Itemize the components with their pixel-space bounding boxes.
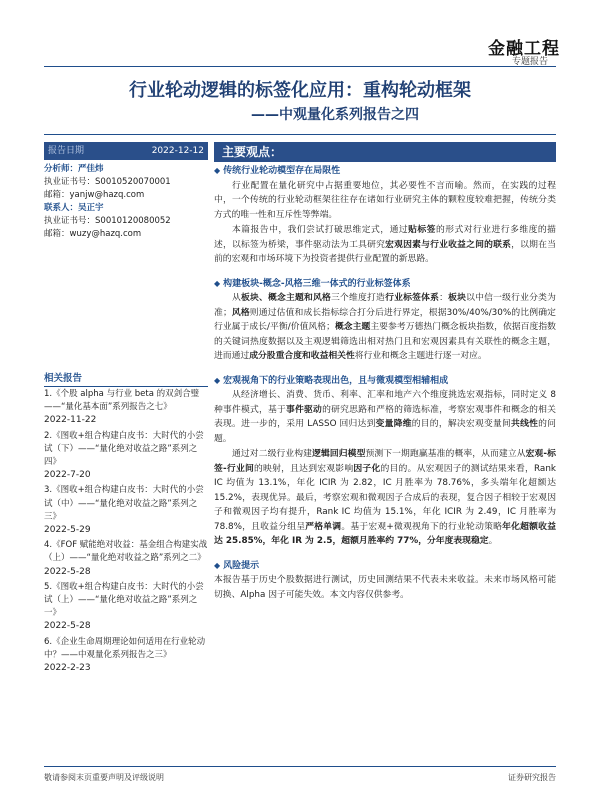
diamond-bullet-icon: ◆: [214, 166, 221, 175]
email-label: 邮箱：: [44, 190, 70, 200]
emphasis-text: 逻辑回归模型: [312, 449, 366, 459]
section-paragraph: [214, 388, 556, 446]
diamond-bullet-icon: ◆: [214, 375, 221, 385]
body-text: 通过对二级行业构建: [232, 449, 313, 459]
related-report-title: 2.《图收+组合构建白皮书：大时代的小尝试（下）——“量化绝对收益之路”系列之四》: [44, 430, 204, 468]
diamond-bullet-icon: ◆: [214, 560, 221, 570]
related-report-item[interactable]: [44, 636, 208, 676]
related-report-title: 5.《图收+组合构建白皮书：大时代的小尝试（上）——“量化绝对收益之路”系列之一》: [44, 581, 204, 619]
related-report-title: 4.《FOF 赋能绝对收益：基金组合构建实战（上）——“量化绝对收益之路”系列之二》: [44, 540, 208, 564]
body-text: 本篇报告中，我们尝试打破思维定式，通过: [232, 225, 409, 235]
body-text: 预测下一期跑赢基准的概率，从而建立从: [365, 449, 526, 459]
body-text: 以中信一级行业分类为准；: [214, 293, 556, 318]
key-points-body: [214, 164, 556, 603]
emphasis-text: 共线性: [511, 419, 539, 429]
analyst-name: 严佳炜: [78, 164, 104, 174]
email-label: 邮箱：: [44, 229, 70, 239]
section-paragraph: [214, 179, 556, 223]
date-label: 报告日期: [48, 145, 85, 156]
section-heading: [214, 374, 556, 389]
related-report-item[interactable]: [44, 539, 208, 579]
key-points-bar: 主要观点：: [214, 142, 556, 162]
date-bar: [44, 142, 208, 160]
body-text: 的映射，且达到宏观影响: [254, 463, 354, 474]
footer-disclaimer: 敬请参阅末页重要声明及评级说明: [44, 773, 164, 782]
related-report-item[interactable]: [44, 388, 208, 428]
footer-label: 证券研究报告: [508, 773, 556, 782]
emphasis-text: 变量降维: [375, 419, 412, 429]
email-link[interactable]: wuzy@hazq.com: [69, 229, 142, 239]
related-report-date: 2022-5-29: [44, 525, 91, 536]
emphasis-text: 事件驱动: [286, 404, 323, 415]
section-heading: [214, 164, 556, 179]
related-report-item[interactable]: [44, 430, 208, 483]
report-type: 专题报告: [511, 57, 548, 67]
body-text: 则通过估值和成长指标综合打分后进行界定，根据30%/40%/30%的比例确定行业属于成长/平衡/价值风格；: [214, 307, 556, 332]
emphasis-text: 严格单调: [305, 521, 342, 532]
body-text: 。基于宏观+微观视角下的行业轮动策略: [341, 521, 503, 532]
body-text: 从经济增长、消费、货币、利率、汇率和地产六个维度挑选宏观指标，同时定义 8 种事件模式，基于: [214, 390, 556, 415]
section-heading-text: 构建板块-概念-风格三维一体式的行业标签体系: [223, 278, 411, 289]
related-report-title: 3.《图收+组合构建白皮书：大时代的小尝试（中）——“量化绝对收益之路”系列之三》: [44, 485, 204, 522]
related-report-title: 6.《企业生命周期理论如何适用在行业轮动中？——中观量化系列报告之三》: [44, 636, 206, 660]
cert-number: S0010120080052: [95, 216, 171, 226]
emphasis-text: 概念主题: [334, 322, 371, 332]
related-reports-list: [44, 388, 208, 677]
emphasis-text: 贴标签: [408, 225, 436, 235]
emphasis-text: 成分股重合度和收益相关性: [249, 351, 355, 361]
emphasis-text: 板块: [448, 293, 467, 303]
related-report-item[interactable]: [44, 581, 208, 634]
body-text: 将行业和概念主题进行逐一对应。: [354, 351, 487, 361]
related-report-date: 2022-5-28: [44, 621, 91, 632]
body-text: 。: [488, 536, 498, 546]
emphasis-text: 因子化: [353, 463, 381, 474]
email-link[interactable]: yanjw@hazq.com: [69, 190, 145, 200]
brand-title: 金融工程: [488, 39, 560, 59]
body-text: 本报告基于历史个股数据进行测试，历史回测结果不代表未来收益。未来市场风格可能切换、Alpha 因子可能失效。本文内容仅供参考。: [214, 575, 556, 600]
related-report-date: 2022-11-22: [44, 415, 97, 426]
header-divider: [44, 66, 556, 67]
related-report-date: 2022-5-28: [44, 566, 91, 577]
emphasis-text: 宏观因素与行业收益之间的联系: [385, 239, 512, 250]
section-heading-text: 宏观视角下的行业策略表现出色，且与微观模型相辅相成: [223, 375, 449, 386]
report-date: 2022-12-12: [151, 145, 204, 156]
related-report-date: 2022-2-23: [44, 663, 91, 674]
cert-number: S0010520070001: [95, 177, 171, 187]
section-heading: [214, 277, 556, 292]
section-paragraph: [214, 223, 556, 267]
cert-label: 执业证书号：: [44, 177, 96, 187]
related-report-title: 1.《个股 alpha 与行业 beta 的双剑合璧——“量化基本面”系列报告之七》: [44, 389, 200, 413]
report-title: 行业轮动逻辑的标签化应用：重构轮动框架: [129, 80, 471, 101]
title-divider: [44, 134, 556, 135]
emphasis-text: 风格: [231, 307, 250, 318]
section-heading-text: 传统行业轮动模型存在局限性: [223, 166, 341, 176]
body-text: 行业配置在量化研究中占据重要地位，其必要性不言而喻。然而，在实践的过程中，一个传统的行业轮动框架往往存在诸如行业研究主体的颗粒度较难把握，传统分类方式的唯一性和互斥性等弊端。: [214, 180, 556, 220]
cert-label: 执业证书号：: [44, 216, 96, 226]
analyst-block: [44, 163, 208, 241]
body-text: ，以期在当前的宏观和市场环境下为投资者提供行业配置的新思路。: [214, 239, 556, 264]
section-paragraph: [214, 447, 556, 549]
related-report-item[interactable]: [44, 484, 208, 537]
related-report-date: 2022-7-20: [44, 470, 91, 481]
body-text: 从: [232, 293, 242, 303]
section-heading: [214, 559, 556, 574]
body-text: ：: [439, 293, 449, 303]
section-heading-text: 风险提示: [223, 560, 260, 571]
body-text: 三个维度打造: [331, 293, 386, 303]
body-text: 的目的。从宏观因子的测试结果来看，Rank IC 均值为 13.1%，年化 ICIR 为 2.82，IC 月胜率为 78.76%，多头端年化超额达 15.2%，表现优异。最后，考察宏观和微观因子合成后的表现，复合因子相较于宏观因子和微观因子均有提升，Rank IC 均值为 15.1%，年化 ICIR 为 2.49，IC 月胜率为 78.8%，且收益分组呈: [214, 463, 556, 532]
section-paragraph: [214, 573, 556, 602]
diamond-bullet-icon: ◆: [214, 278, 221, 288]
footer-divider: [44, 766, 556, 767]
related-reports-heading: 相关报告: [44, 370, 208, 387]
body-text: 的研究思路和严格的筛选标准，考察宏观事件和概念的相关表现。进一步的，采用 LASSO 回归达到: [214, 404, 556, 429]
contact-role: 联系人：: [44, 203, 79, 213]
body-text: 的目的，解决宏观变量间: [411, 419, 512, 429]
emphasis-text: 年化超额收益达 25.85%，年化 IR 为 2.5，超额月胜率约 77%，分年度表现稳定: [214, 521, 556, 546]
analyst-role: 分析师：: [44, 164, 79, 174]
body-text: 的问题。: [214, 419, 556, 444]
section-paragraph: [214, 291, 556, 364]
body-text: 主要参考万德热门概念板块指数，依据百度指数的关键词热度数据以及主观逻辑筛选出相对热门且和宏观因素具有关联性的概念主题，进而通过: [214, 322, 556, 361]
contact-name: 吴正宇: [78, 203, 104, 213]
emphasis-text: 板块、概念主题和风格: [241, 293, 332, 303]
emphasis-text: 宏观-标签-行业间: [214, 449, 556, 474]
report-subtitle: ——中观量化系列报告之四: [251, 107, 419, 123]
emphasis-text: 行业标签体系: [385, 293, 440, 303]
body-text: 的形式对行业进行多维度的描述，以标签为桥梁，事件驱动法为工具研究: [214, 225, 556, 250]
left-column: [44, 142, 208, 241]
